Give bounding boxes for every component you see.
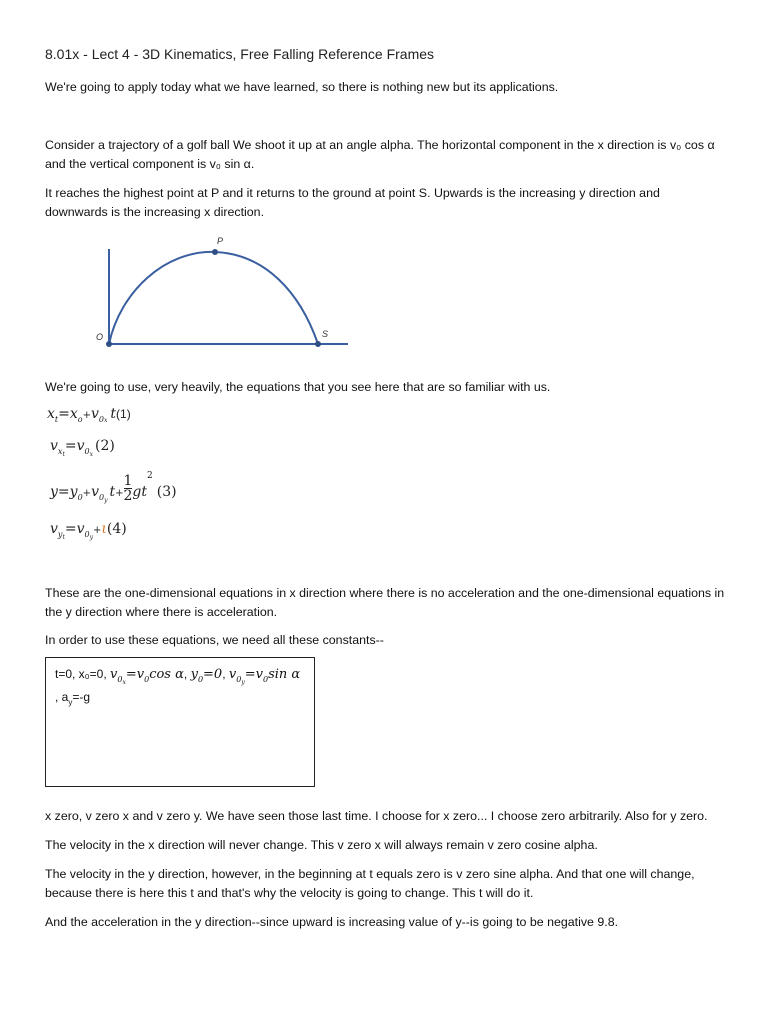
equation-3: $y=y_{0+}v_{0y}t_+$ $\frac{1}{2}$ $gt^2(3)$ (50, 471, 177, 504)
landing-point (315, 341, 321, 347)
equation-1: $x_t=x_o+v_{0x}$ t(1) (47, 406, 131, 424)
origin-label: O (96, 332, 104, 342)
landing-label: S (322, 329, 329, 339)
paragraph-constants-intro: In order to use these equations, we need all these constants-- (45, 633, 384, 647)
equation-2: $v_{xt}=v_{0x}(2)$ (50, 438, 115, 458)
paragraph-one-dimensional: These are the one-dimensional equations in x direction where there is no acceleration and the one-dimensional equations in the y direction where there is acceleration. (45, 586, 725, 619)
peak-point (212, 249, 218, 255)
origin-point (106, 341, 112, 347)
equation-4: $v_{yt}=v_{0y}+\iota(4)$ (50, 521, 127, 541)
peak-label: P (217, 236, 224, 246)
constants-line-1: t=0, x₀=0, $v_{0x}=v_0\cos$ α, $y_0=0$, $v_{0y}=v_0\sin$ α (55, 667, 301, 686)
paragraph-intro: We're going to apply today what we have learned, so there is nothing new but its applications. (45, 80, 559, 94)
paragraph-acceleration: And the acceleration in the y direction--since upward is increasing value of y--is going to be negative 9.8. (45, 915, 619, 929)
trajectory-arc (109, 252, 318, 344)
trajectory-diagram (90, 232, 360, 357)
constants-box (45, 657, 315, 787)
paragraph-x-velocity: The velocity in the x direction will never change. This v zero x will always remain v zero cosine alpha. (45, 838, 598, 852)
paragraph-trajectory: Consider a trajectory of a golf ball We shoot it up at an angle alpha. The horizontal component in the x direction is v₀ cos α and the vertical component is v₀ sin α. (45, 138, 715, 171)
constants-line-2: , $a_y=-g$ (55, 690, 91, 707)
paragraph-equations-intro: We're going to use, very heavily, the equations that you see here that are so familiar with us. (45, 380, 551, 394)
paragraph-y-velocity: The velocity in the y direction, however, in the beginning at t equals zero is v zero sine alpha. And that one will change, because there is here this t and that's why the velocity is going to change. This t will do it. (45, 867, 695, 900)
paragraph-highest-point: It reaches the highest point at P and it returns to the ground at point S. Upwards is the increasing y direction and downwards is the increasing x direction. (45, 186, 660, 219)
paragraph-x-zero: x zero, v zero x and v zero y. We have seen those last time. I choose for x zero... I choose zero arbitrarily. Also for y zero. (45, 809, 708, 823)
page-title: 8.01x - Lect 4 - 3D Kinematics, Free Falling Reference Frames (45, 46, 435, 62)
